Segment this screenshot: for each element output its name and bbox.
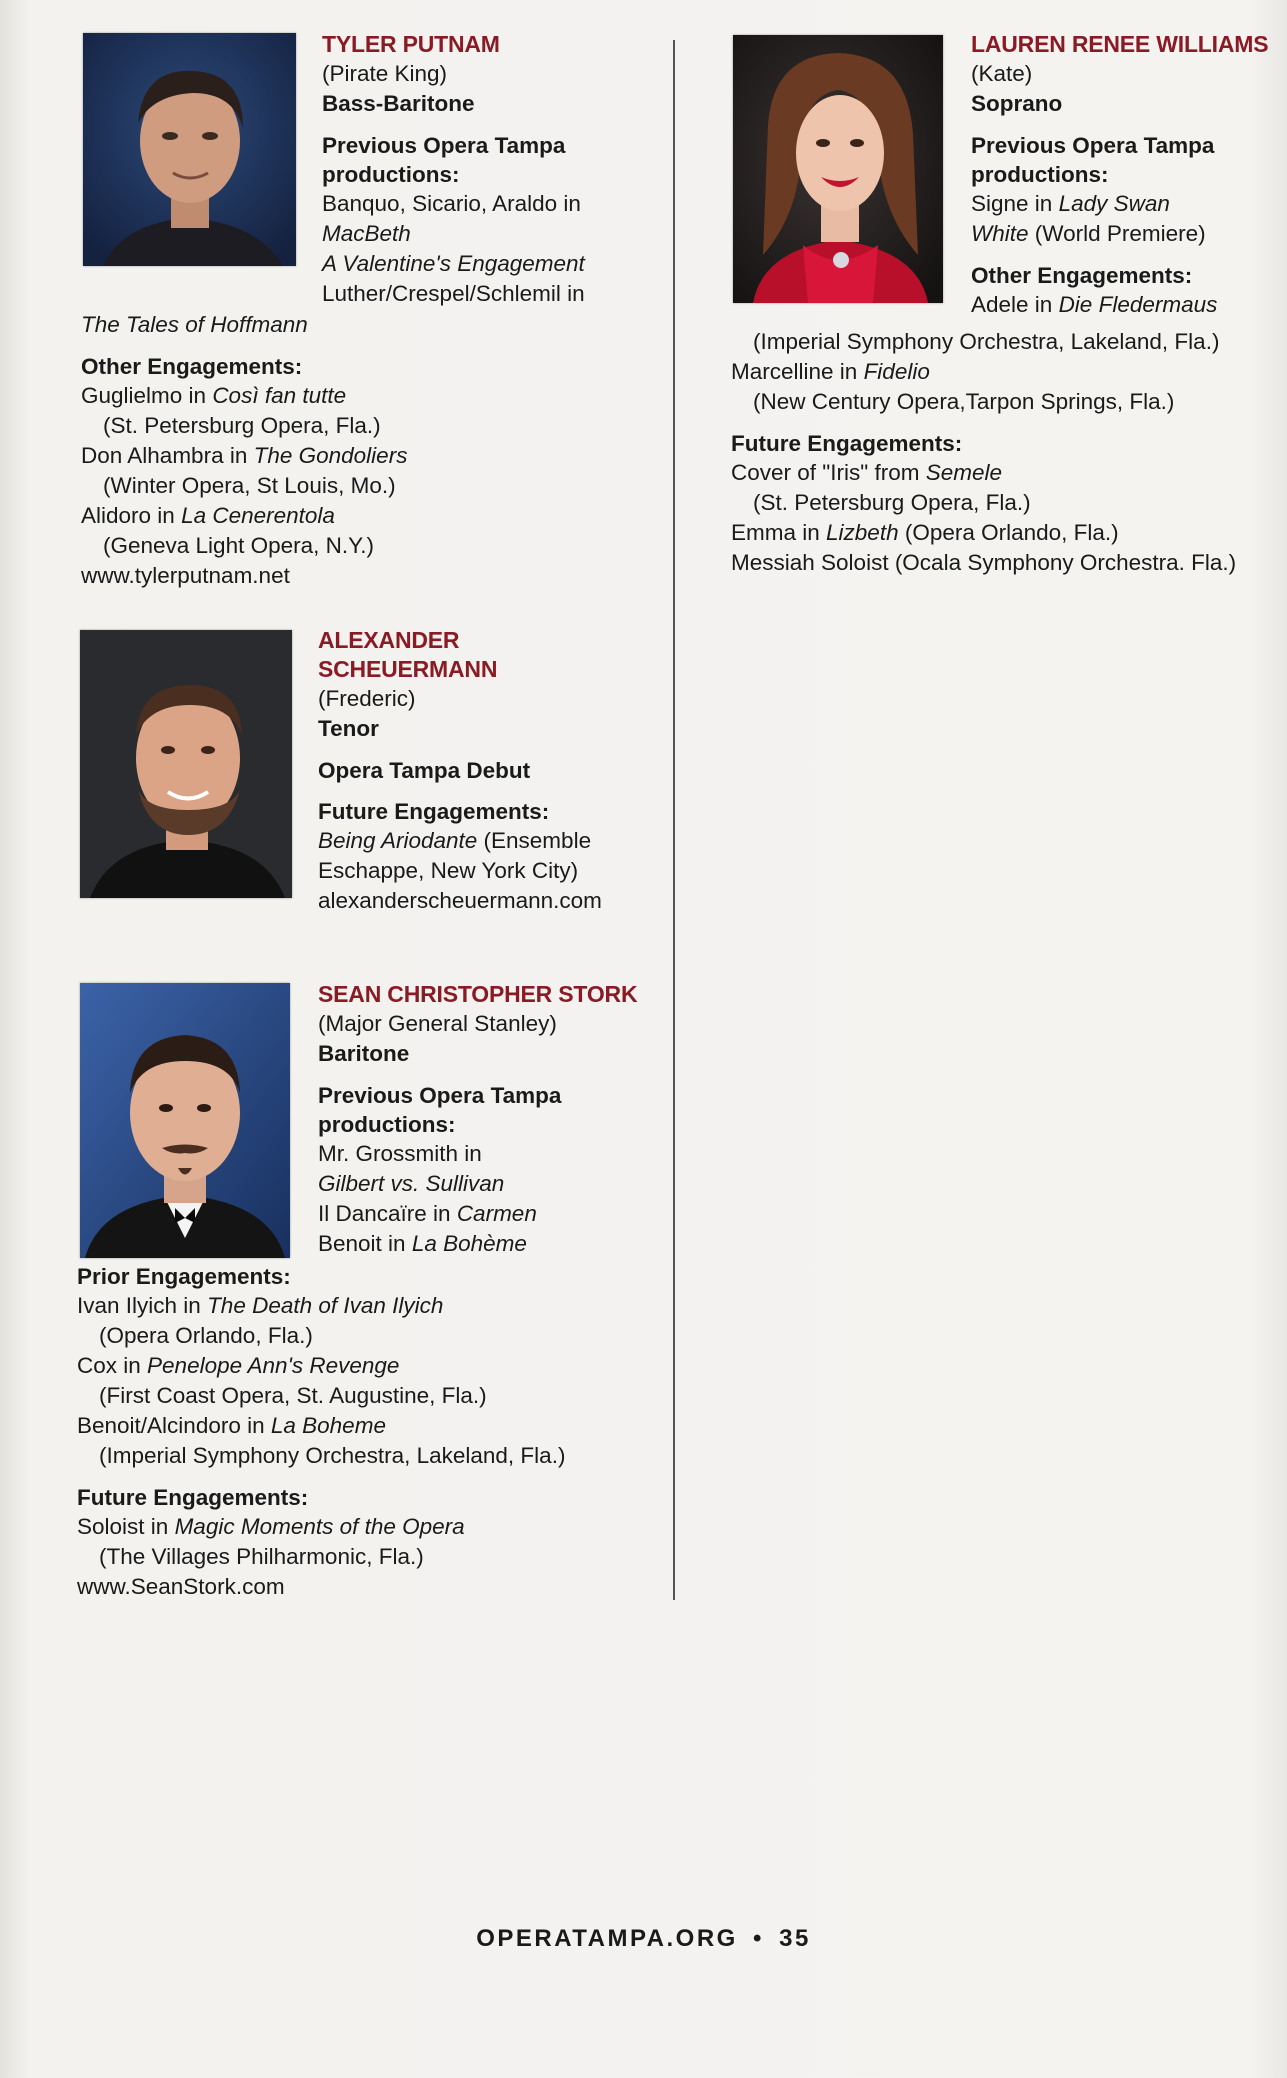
engagement: Marcelline in Fidelio [731,359,930,384]
section-heading: Prior Engagements: [77,1264,291,1289]
lauren-williams-bio [971,30,1271,320]
sean-stork-bio-continued [77,1262,662,1602]
company: (St. Petersburg Opera, Fla.) [753,490,1031,515]
production-line: Mr. Grossmith in [318,1141,482,1166]
production-line: Benoit in La Bohème [318,1231,527,1256]
company: (Winter Opera, St Louis, Mo.) [103,473,396,498]
company: (Imperial Symphony Orchestra, Lakeland, Fla.) [753,329,1220,354]
company: (The Villages Philharmonic, Fla.) [99,1544,424,1569]
role: (Pirate King) [322,61,448,86]
alexander-scheuermann-photo [80,630,292,898]
section-heading: Other Engagements: [971,263,1193,288]
engagement: Ivan Ilyich in The Death of Ivan Ilyich [77,1293,444,1318]
engagement: Cover of "Iris" from Semele [731,460,1003,485]
company: (St. Petersburg Opera, Fla.) [103,413,381,438]
artist-name: SEAN CHRISTOPHER STORK [318,981,638,1007]
website-link[interactable]: www.tylerputnam.net [81,563,290,588]
company: (First Coast Opera, St. Augustine, Fla.) [99,1383,487,1408]
engagement: Messiah Soloist (Ocala Symphony Orchestra. Fla.) [731,550,1237,575]
artist-name: TYLER PUTNAM [322,31,500,57]
company: (Imperial Symphony Orchestra, Lakeland, Fla.) [99,1443,566,1468]
artist-name: ALEXANDER SCHEUERMANN [318,627,498,682]
engagement: Soloist in Magic Moments of the Opera [77,1514,465,1539]
sean-stork-photo [80,983,290,1258]
lauren-williams-bio-continued [731,327,1276,578]
engagement: Adele in Die Fledermaus [971,292,1218,317]
section-heading: Future Engagements: [731,431,963,456]
section-heading: Future Engagements: [318,799,550,824]
role: (Frederic) [318,686,416,711]
production-line: Banquo, Sicario, Araldo in [322,191,581,216]
tyler-putnam-bio-continued [81,310,661,591]
section-heading: Future Engagements: [77,1485,309,1510]
production-title: A Valentine's Engagement [322,251,585,276]
website-footer: OPERATAMPA.ORG [476,1925,738,1952]
section-heading: Previous Opera Tampa productions: [322,133,566,187]
page-footer [0,1925,1287,1953]
footer-bullet: • [753,1925,764,1952]
company: (Opera Orlando, Fla.) [99,1323,313,1348]
production-line: Signe in Lady Swan [971,191,1170,216]
engagement: Don Alhambra in The Gondoliers [81,443,408,468]
company: Eschappe, New York City) [318,858,579,883]
engagement: Guglielmo in Così fan tutte [81,383,347,408]
production-line: Luther/Crespel/Schlemil in [322,281,585,306]
tyler-putnam-bio [322,30,662,309]
production-line: Il Dancaïre in Carmen [318,1201,537,1226]
section-heading: Previous Opera Tampa productions: [971,133,1215,187]
section-heading: Previous Opera Tampa productions: [318,1083,562,1137]
engagement: Benoit/Alcindoro in La Boheme [77,1413,386,1438]
voice-type: Bass-Baritone [322,91,475,116]
artist-name: LAUREN RENEE WILLIAMS [971,31,1269,57]
website-link[interactable]: www.SeanStork.com [77,1574,285,1599]
voice-type: Tenor [318,716,379,741]
company: (New Century Opera,Tarpon Springs, Fla.) [753,389,1175,414]
page-number: 35 [779,1925,811,1952]
voice-type: Soprano [971,91,1063,116]
role: (Kate) [971,61,1033,86]
production-title: MacBeth [322,221,411,246]
section-heading: Other Engagements: [81,354,303,379]
engagement: Alidoro in La Cenerentola [81,503,335,528]
lauren-williams-photo [733,35,943,303]
engagement: Emma in Lizbeth (Opera Orlando, Fla.) [731,520,1119,545]
production-title: The Tales of Hoffmann [81,312,308,337]
production-title: Gilbert vs. Sullivan [318,1171,505,1196]
sean-stork-bio [318,980,663,1259]
role: (Major General Stanley) [318,1011,557,1036]
column-divider [673,40,675,1600]
tyler-putnam-photo [83,33,296,266]
company: (Geneva Light Opera, N.Y.) [103,533,374,558]
voice-type: Baritone [318,1041,410,1066]
production-line: White (World Premiere) [971,221,1206,246]
alexander-scheuermann-bio [318,626,658,916]
debut-heading: Opera Tampa Debut [318,758,531,783]
website-link[interactable]: alexanderscheuermann.com [318,888,602,913]
engagement: Being Ariodante (Ensemble [318,828,592,853]
engagement: Cox in Penelope Ann's Revenge [77,1353,400,1378]
